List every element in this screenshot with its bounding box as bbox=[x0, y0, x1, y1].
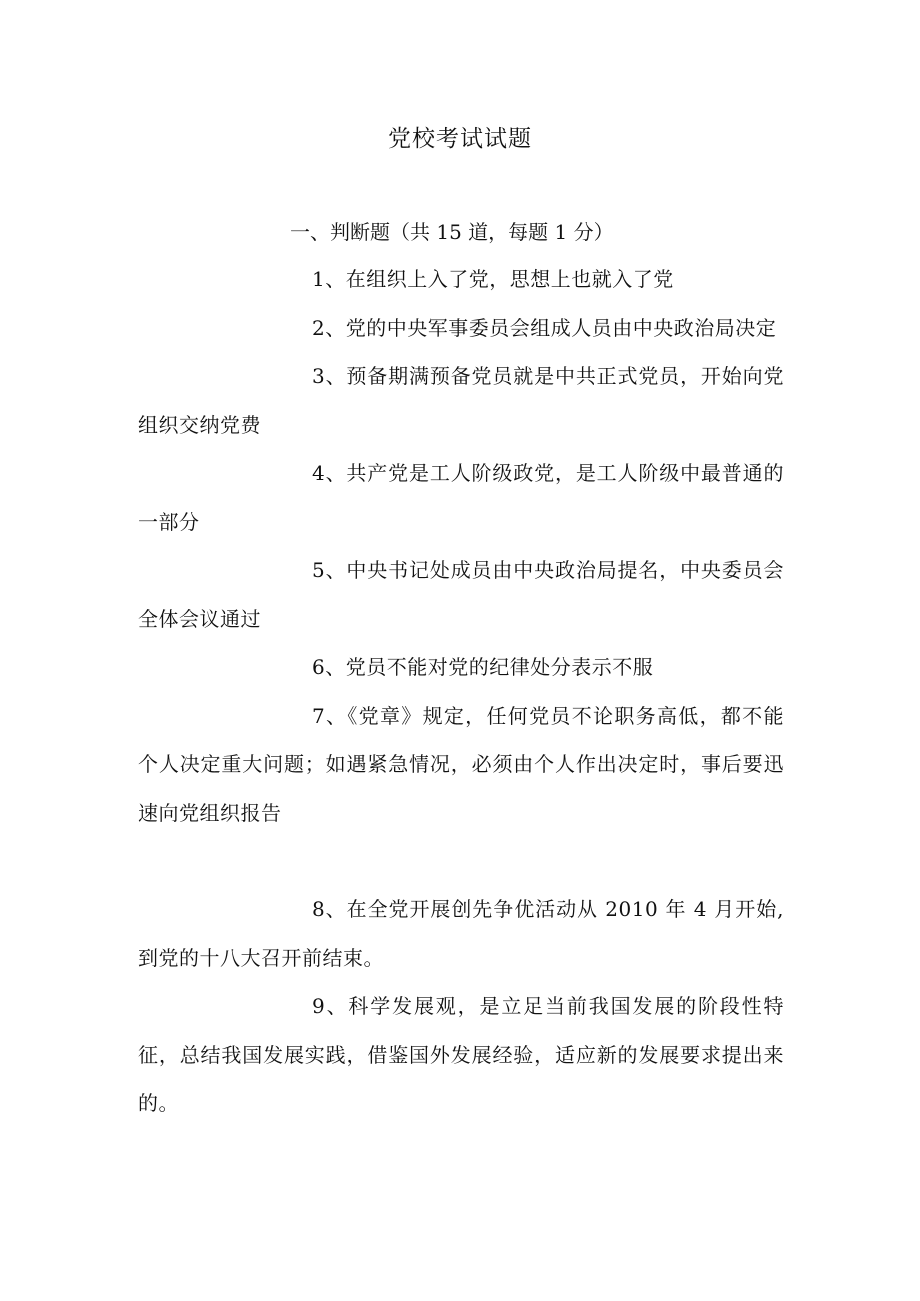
question-item: 6、党员不能对党的纪律处分表示不服 bbox=[312, 655, 654, 679]
question-item: 4、共产党是工人阶级政党，是工人阶级中最普通的一部分 bbox=[138, 461, 784, 534]
question-list bbox=[138, 255, 784, 1128]
question-item: 2、党的中央军事委员会组成人员由中央政治局决定 bbox=[312, 315, 777, 340]
question-item: 7、《党章》规定，任何党员不论职务高低，都不能个人决定重大问题；如遇紧急情况，必须由个人作出决定时，事后要迅速向党组织报告 bbox=[138, 703, 784, 825]
question-item: 9、科学发展观，是立足当前我国发展的阶段性特征，总结我国发展实践，借鉴国外发展经验，适应新的发展要求提出来的。 bbox=[138, 994, 784, 1115]
question-item: 3、预备期满预备党员就是中共正式党员，开始向党组织交纳党费 bbox=[138, 364, 784, 437]
document-title: 党校考试试题 bbox=[388, 126, 532, 152]
section-heading: 一、判断题（共 15 道，每题 1 分） bbox=[290, 220, 614, 244]
question-item: 1、在组织上入了党，思想上也就入了党 bbox=[312, 267, 674, 291]
question-item: 8、在全党开展创先争优活动从 2010 年 4 月开始, 到党的十八大召开前结束。 bbox=[138, 897, 784, 970]
question-item: 5、中央书记处成员由中央政治局提名，中央委员会全体会议通过 bbox=[138, 558, 784, 631]
